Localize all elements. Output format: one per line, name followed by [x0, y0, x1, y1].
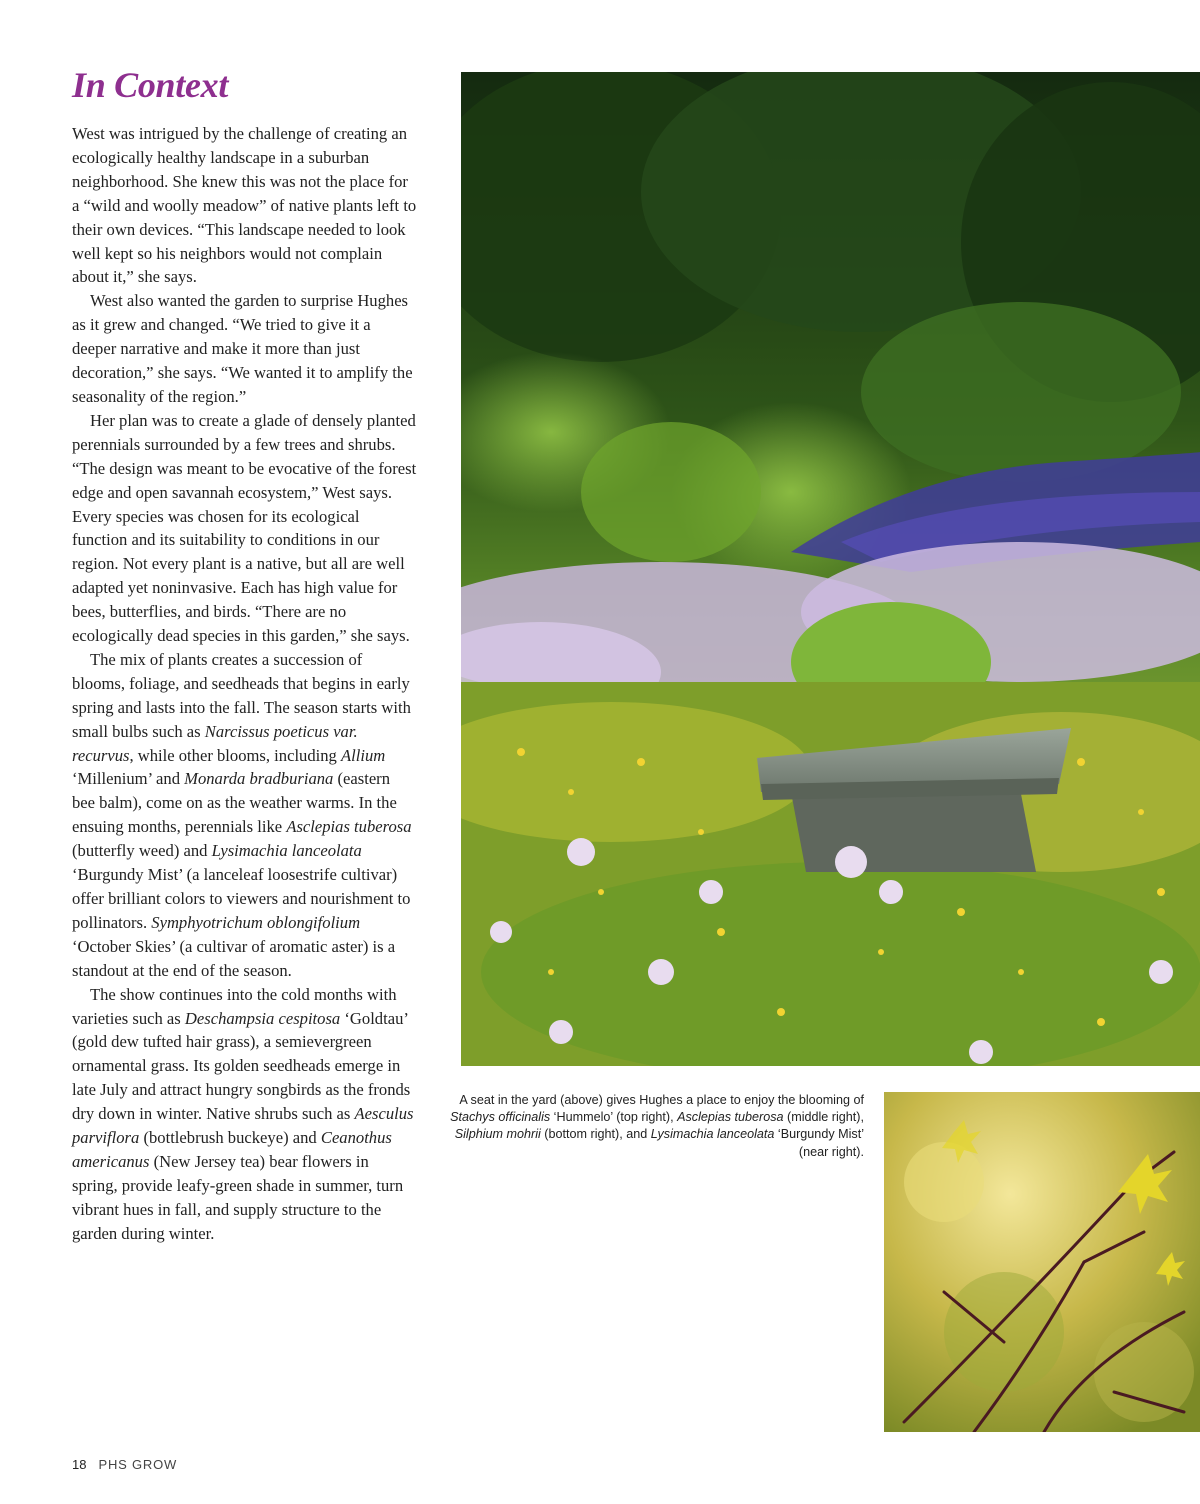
section-heading: In Context: [72, 65, 229, 105]
paragraph: The mix of plants creates a succession of blooms, foliage, and seedheads that begins in early spring and lasts into the fall. The season starts with small bulbs such as Narcissus poeticus var. recurvus, while other blooms, including Allium ‘Millenium’ and Monarda bradburiana (eastern bee balm), come on as the weather warms. In the ensuing months, perennials like Asclepias tuberosa (butterfly weed) and Lysimachia lanceolata ‘Burgundy Mist’ (a lanceleaf loosestrife cultivar) offer brilliant colors to viewers and nourishment to pollinators. Symphyotrichum oblongifolium ‘October Skies’ (a cultivar of aromatic aster) is a standout at the end of the season.: [72, 649, 412, 980]
plant-name: Allium: [341, 745, 386, 765]
paragraph: The show continues into the cold months with varieties such as Deschampsia cespitosa ‘Goldtau’ (gold dew tufted hair grass), a semievergreen ornamental grass. Its golden seedheads emerge in late July and attract hungry songbirds as the fronds dry down in winter. Native shrubs such as Aesculus parviflora (bottlebrush buckeye) and Ceanothus americanus (New Jersey tea) bear flowers in spring, provide leafy-green shade in summer, turn vibrant hues in fall, and supply structure to the garden during winter.: [72, 984, 414, 1243]
page-number: 18: [72, 1457, 87, 1472]
plant-name: Lysimachia lanceolata: [650, 1127, 775, 1142]
loosestrife-photo: [884, 1092, 1200, 1432]
plant-name: Asclepias tuberosa: [677, 1110, 784, 1125]
page-footer: [72, 1457, 177, 1472]
plant-name: Lysimachia lanceolata: [211, 841, 362, 861]
plant-name: Monarda bradburiana: [184, 769, 334, 789]
plant-name: Deschampsia cespitosa: [184, 1008, 341, 1028]
photo-caption: A seat in the yard (above) gives Hughes a place to enjoy the blooming of Stachys officinalis ‘Hummelo’ (top right), Asclepias tuberosa (middle right), Silphium mohrii (bottom right), and Lysimachia lanceolata ‘Burgundy Mist’ (near right).: [450, 1093, 864, 1159]
plant-name: Symphyotrichum oblongifolium: [151, 912, 361, 932]
plant-name: Stachys officinalis: [450, 1110, 551, 1125]
garden-bench-photo: [461, 72, 1200, 1066]
paragraph: West also wanted the garden to surprise Hughes as it grew and changed. “We tried to give it a deeper narrative and make it more than just decoration,” she says. “We wanted it to amplify the seasonality of the region.”: [72, 291, 413, 406]
plant-name: Silphium mohrii: [454, 1127, 541, 1142]
plant-name: Ceanothus americanus: [72, 1128, 392, 1171]
plant-name: Aesculus parviflora: [72, 1104, 414, 1148]
plant-name: Narcissus poeticus var. recurvus: [72, 721, 358, 765]
plant-name: Asclepias tuberosa: [286, 817, 412, 837]
paragraph: Her plan was to create a glade of densely planted perennials surrounded by a few trees and shrubs. “The design was meant to be evocative of the forest edge and open savannah ecosystem,” West says. Every species was chosen for its ecological function and its suitability to conditions in our region. Not every plant is a native, but all are well adapted yet noninvasive. Each has high value for bees, butterflies, and birds. “There are no ecologically dead species in this garden,” she says.: [72, 410, 417, 646]
paragraph: West was intrigued by the challenge of creating an ecologically healthy landscape in a suburban neighborhood. She knew this was not the place for a “wild and woolly meadow” of native plants left to their own devices. “This landscape needed to look well kept so his neighbors would not complain about it,” she says.: [72, 124, 417, 287]
body-column: [72, 122, 417, 1246]
publication-name: PHS GROW: [98, 1457, 178, 1472]
